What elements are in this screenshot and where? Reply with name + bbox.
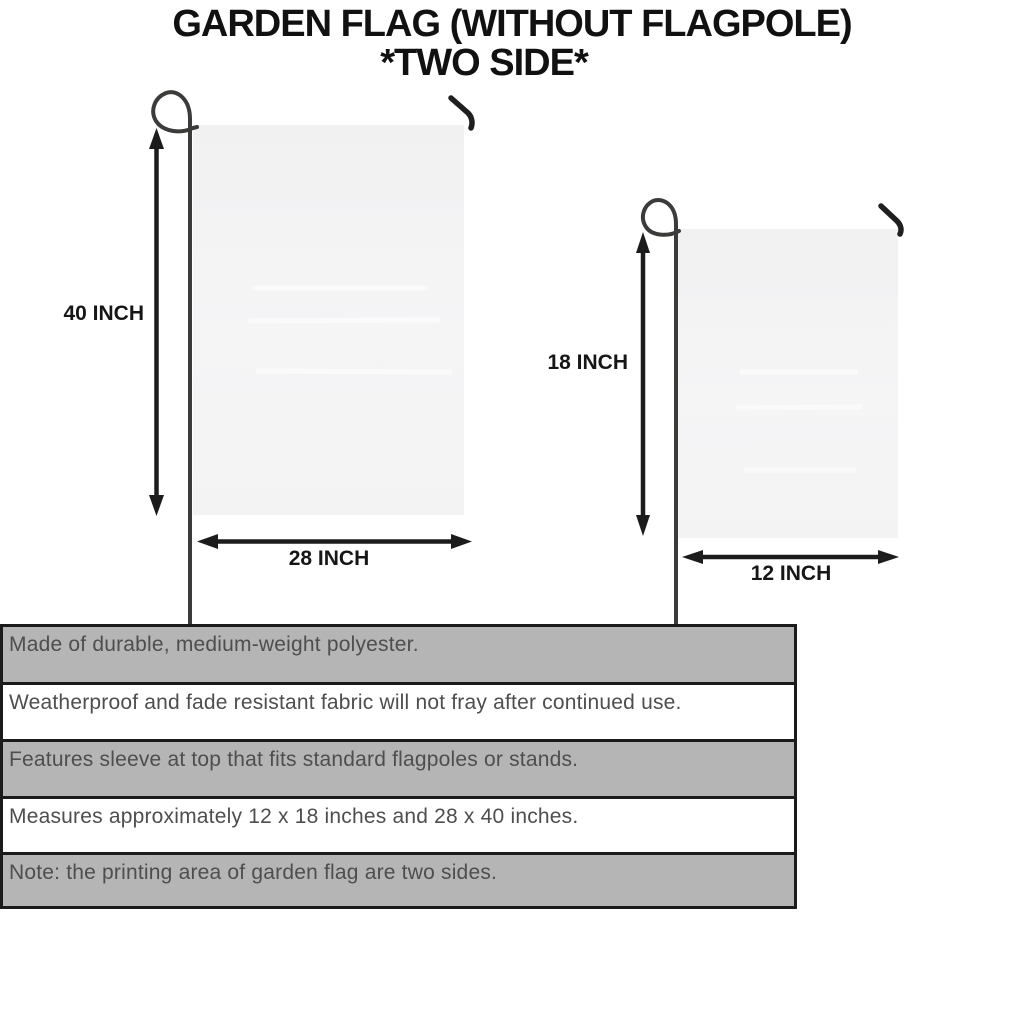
small-flag-group — [636, 200, 901, 624]
large-flagpole-hook-icon — [451, 98, 472, 128]
product-feature-table — [0, 624, 797, 909]
small-flag-fabric — [678, 229, 898, 538]
large-flag-group — [149, 92, 472, 624]
large-flag-height-label: 40 INCH — [63, 302, 144, 325]
page-title: GARDEN FLAG (WITHOUT FLAGPOLE) — [172, 3, 852, 45]
page-subtitle: *TWO SIDE* — [380, 42, 588, 84]
feature-row: Measures approximately 12 x 18 inches and 28 x 40 inches. — [3, 796, 794, 852]
large-height-arrow-icon — [149, 128, 164, 516]
feature-row: Made of durable, medium-weight polyester. — [3, 627, 794, 682]
feature-row: Features sleeve at top that fits standard flagpoles or stands. — [3, 739, 794, 796]
small-flag-height-label: 18 INCH — [547, 351, 628, 374]
large-flag-width-label: 28 INCH — [288, 547, 370, 570]
small-flagpole — [643, 200, 679, 624]
large-flagpole — [153, 92, 197, 624]
small-flag-width-label: 12 INCH — [750, 562, 832, 585]
small-height-arrow-icon — [636, 232, 650, 536]
feature-row: Weatherproof and fade resistant fabric will not fray after continued use. — [3, 682, 794, 739]
feature-row: Note: the printing area of garden flag are two sides. — [3, 852, 794, 906]
